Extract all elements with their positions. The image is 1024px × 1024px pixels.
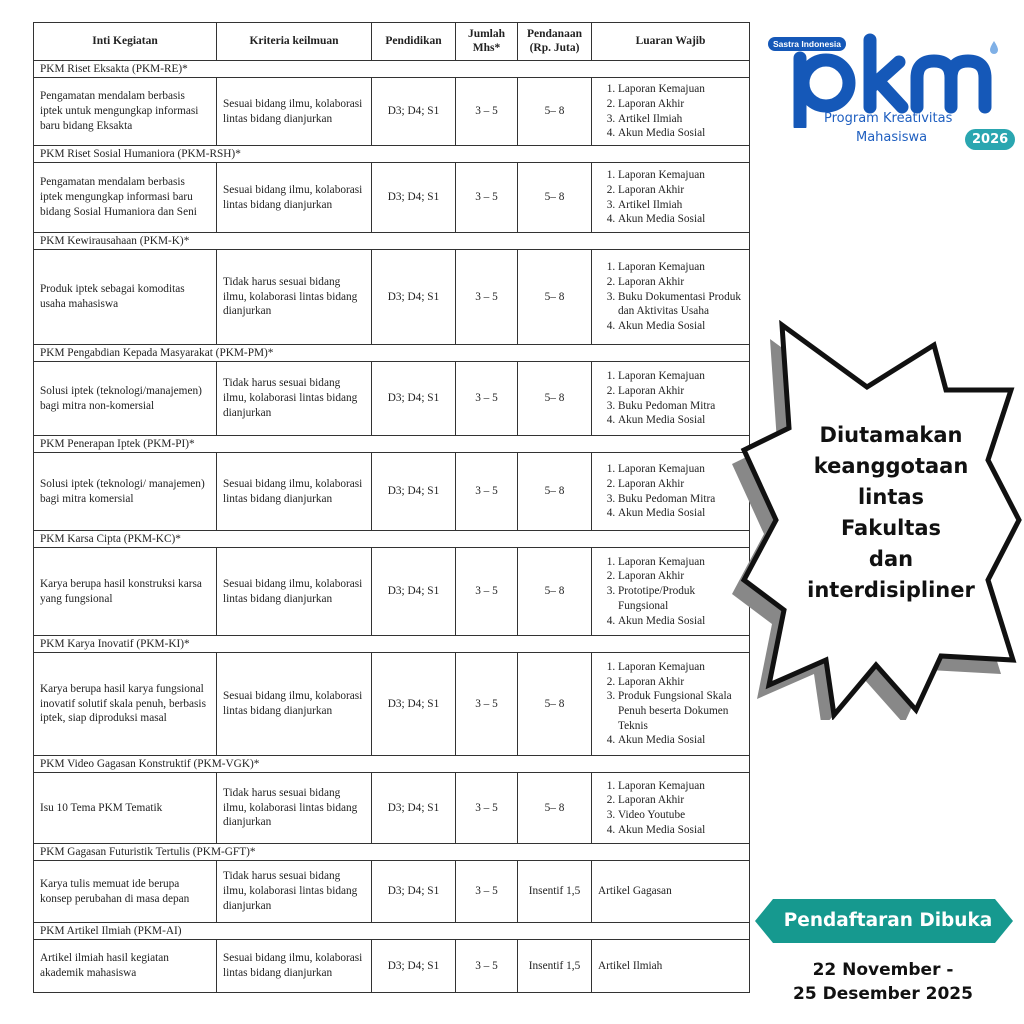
table-row (34, 940, 750, 993)
burst-line: Fakultas (840, 516, 942, 540)
luaran-item: 1. Laporan Kemajuan (618, 462, 743, 477)
luaran-item: 4. Akun Media Sosial (618, 733, 743, 748)
section-title: PKM Riset Eksakta (PKM-RE)* (34, 61, 750, 78)
luaran-item: 3. Buku Dokumentasi Produk dan Aktivitas Usaha (618, 290, 743, 319)
table-row (34, 773, 750, 844)
luaran-list (598, 462, 743, 521)
luaran-item: 4. Akun Media Sosial (618, 126, 743, 141)
cell-kriteria-keilmuan: Sesuai bidang ilmu, kolaborasi lintas bidang dianjurkan (217, 940, 372, 993)
cell-jumlah-mhs: 3 – 5 (456, 548, 518, 636)
pkm-logo (768, 28, 1018, 158)
table-row (34, 362, 750, 436)
luaran-list (598, 369, 743, 428)
section-header-row (34, 345, 750, 362)
section-header-row (34, 233, 750, 250)
cell-pendanaan: 5– 8 (518, 653, 592, 756)
table-row (34, 78, 750, 146)
cell-pendidikan: D3; D4; S1 (372, 453, 456, 531)
cell-pendanaan: 5– 8 (518, 548, 592, 636)
luaran-item: 4. Akun Media Sosial (618, 413, 743, 428)
table-row (34, 163, 750, 233)
header-luaran-wajib: Luaran Wajib (592, 23, 750, 61)
wordmark-letter-m (917, 61, 985, 107)
luaran-item: 2. Laporan Akhir (618, 569, 743, 584)
cell-jumlah-mhs: 3 – 5 (456, 773, 518, 844)
starburst-text (785, 420, 997, 606)
cell-inti-kegiatan: Artikel ilmiah hasil kegiatan akademik mahasiswa (34, 940, 217, 993)
burst-line: lintas (857, 485, 925, 509)
cell-jumlah-mhs: 3 – 5 (456, 250, 518, 345)
header-jumlah-line2: Mhs* (472, 41, 501, 54)
cell-inti-kegiatan: Solusi iptek (teknologi/ manajemen) bagi mitra komersial (34, 453, 217, 531)
cell-pendidikan: D3; D4; S1 (372, 940, 456, 993)
cell-inti-kegiatan: Pengamatan mendalam berbasis iptek mengungkap informasi baru bidang Sosial Humaniora dan Seni (34, 163, 217, 233)
luaran-item: 4. Akun Media Sosial (618, 823, 743, 838)
luaran-item: 4. Akun Media Sosial (618, 319, 743, 334)
luaran-item: 2. Laporan Akhir (618, 275, 743, 290)
luaran-item: 2. Laporan Akhir (618, 97, 743, 112)
cell-pendidikan: D3; D4; S1 (372, 548, 456, 636)
section-title: PKM Video Gagasan Konstruktif (PKM-VGK)* (34, 756, 750, 773)
cell-inti-kegiatan: Pengamatan mendalam berbasis iptek untuk mengungkap informasi baru bidang Eksakta (34, 78, 217, 146)
section-header-row (34, 756, 750, 773)
registration-dates (770, 958, 996, 1006)
luaran-list (598, 82, 743, 141)
cell-kriteria-keilmuan: Tidak harus sesuai bidang ilmu, kolaborasi lintas bidang dianjurkan (217, 773, 372, 844)
section-title: PKM Kewirausahaan (PKM-K)* (34, 233, 750, 250)
cell-kriteria-keilmuan: Sesuai bidang ilmu, kolaborasi lintas bidang dianjurkan (217, 548, 372, 636)
section-title: PKM Karsa Cipta (PKM-KC)* (34, 531, 750, 548)
burst-line: dan (868, 547, 914, 571)
cell-pendanaan: 5– 8 (518, 163, 592, 233)
cell-kriteria-keilmuan: Sesuai bidang ilmu, kolaborasi lintas bidang dianjurkan (217, 163, 372, 233)
logo-subtitle-line2: Mahasiswa (856, 130, 928, 145)
table-row (34, 653, 750, 756)
table-row (34, 861, 750, 923)
cell-inti-kegiatan: Karya tulis memuat ide berupa konsep perubahan di masa depan (34, 861, 217, 923)
luaran-list (598, 555, 743, 628)
luaran-item: 3. Artikel Ilmiah (618, 198, 743, 213)
cell-pendidikan: D3; D4; S1 (372, 250, 456, 345)
logo-year-badge: 2026 (965, 129, 1015, 150)
cell-inti-kegiatan: Produk iptek sebagai komoditas usaha mahasiswa (34, 250, 217, 345)
cell-pendidikan: D3; D4; S1 (372, 773, 456, 844)
section-title: PKM Gagasan Futuristik Tertulis (PKM-GFT)* (34, 844, 750, 861)
cell-inti-kegiatan: Karya berupa hasil konstruksi karsa yang fungsional (34, 548, 217, 636)
section-title: PKM Penerapan Iptek (PKM-PI)* (34, 436, 750, 453)
cell-luaran-wajib (592, 78, 750, 146)
header-jumlah-line1: Jumlah (467, 28, 506, 41)
cell-pendidikan: D3; D4; S1 (372, 163, 456, 233)
droplet-icon (990, 41, 998, 54)
luaran-item: 1. Laporan Kemajuan (618, 168, 743, 183)
luaran-item: 4. Akun Media Sosial (618, 614, 743, 629)
luaran-item: 3. Prototipe/Produk Fungsional (618, 584, 743, 613)
cell-pendanaan: 5– 8 (518, 773, 592, 844)
luaran-item: 1. Laporan Kemajuan (618, 369, 743, 384)
cell-kriteria-keilmuan: Tidak harus sesuai bidang ilmu, kolaborasi lintas bidang dianjurkan (217, 250, 372, 345)
section-title: PKM Karya Inovatif (PKM-KI)* (34, 636, 750, 653)
luaran-item: 3. Produk Fungsional Skala Penuh beserta Dokumen Teknis (618, 689, 743, 733)
cell-kriteria-keilmuan: Sesuai bidang ilmu, kolaborasi lintas bidang dianjurkan (217, 78, 372, 146)
luaran-item: 4. Akun Media Sosial (618, 212, 743, 227)
luaran-list (598, 168, 743, 227)
section-title: PKM Artikel Ilmiah (PKM-AI) (34, 923, 750, 940)
pkm-scheme-table (33, 22, 750, 993)
cell-inti-kegiatan: Karya berupa hasil karya fungsional inovatif solutif skala penuh, berbasis iptek, siap diproduksi masal (34, 653, 217, 756)
header-pendanaan (518, 23, 592, 61)
section-header-row (34, 146, 750, 163)
registration-date-line2: 25 Desember 2025 (793, 984, 973, 1004)
section-title: PKM Riset Sosial Humaniora (PKM-RSH)* (34, 146, 750, 163)
cell-luaran-wajib (592, 163, 750, 233)
cell-luaran-wajib: Artikel Gagasan (592, 861, 750, 923)
table-row (34, 250, 750, 345)
luaran-item: 1. Laporan Kemajuan (618, 260, 743, 275)
section-header-row (34, 844, 750, 861)
burst-line: keanggotaan (813, 454, 969, 478)
wordmark-letter-k (870, 40, 902, 107)
cell-jumlah-mhs: 3 – 5 (456, 861, 518, 923)
section-header-row (34, 61, 750, 78)
cell-luaran-wajib (592, 773, 750, 844)
cell-jumlah-mhs: 3 – 5 (456, 163, 518, 233)
cell-kriteria-keilmuan: Sesuai bidang ilmu, kolaborasi lintas bidang dianjurkan (217, 453, 372, 531)
cell-kriteria-keilmuan: Tidak harus sesuai bidang ilmu, kolaborasi lintas bidang dianjurkan (217, 861, 372, 923)
luaran-item: 1. Laporan Kemajuan (618, 779, 743, 794)
cell-inti-kegiatan: Isu 10 Tema PKM Tematik (34, 773, 217, 844)
burst-line: Diutamakan (819, 423, 963, 447)
logo-badge: Sastra Indonesia (768, 37, 846, 51)
cell-inti-kegiatan: Solusi iptek (teknologi/manajemen) bagi mitra non-komersial (34, 362, 217, 436)
table-header-row (34, 23, 750, 61)
table-row (34, 453, 750, 531)
logo-subtitle-line1: Program Kreativitas (824, 111, 953, 126)
luaran-item: 1. Laporan Kemajuan (618, 555, 743, 570)
section-header-row (34, 636, 750, 653)
luaran-item: 2. Laporan Akhir (618, 793, 743, 808)
cell-pendanaan: Insentif 1,5 (518, 861, 592, 923)
cell-pendidikan: D3; D4; S1 (372, 653, 456, 756)
header-pendidikan: Pendidikan (372, 23, 456, 61)
luaran-list (598, 260, 743, 333)
luaran-item: 2. Laporan Akhir (618, 384, 743, 399)
table-body (34, 61, 750, 993)
section-title: PKM Pengabdian Kepada Masyarakat (PKM-PM)* (34, 345, 750, 362)
cell-jumlah-mhs: 3 – 5 (456, 362, 518, 436)
wordmark-letter-p-bowl (803, 60, 849, 106)
burst-line: interdisipliner (807, 578, 975, 602)
luaran-item: 3. Video Youtube (618, 808, 743, 823)
section-header-row (34, 436, 750, 453)
luaran-item: 1. Laporan Kemajuan (618, 660, 743, 675)
header-kriteria-keilmuan: Kriteria keilmuan (217, 23, 372, 61)
luaran-item: 4. Akun Media Sosial (618, 506, 743, 521)
cell-jumlah-mhs: 3 – 5 (456, 940, 518, 993)
section-header-row (34, 531, 750, 548)
cell-pendidikan: D3; D4; S1 (372, 861, 456, 923)
cell-kriteria-keilmuan: Tidak harus sesuai bidang ilmu, kolaborasi lintas bidang dianjurkan (217, 362, 372, 436)
luaran-list (598, 779, 743, 838)
section-header-row (34, 923, 750, 940)
luaran-list (598, 660, 743, 748)
cell-pendanaan: 5– 8 (518, 362, 592, 436)
luaran-item: 2. Laporan Akhir (618, 477, 743, 492)
cell-jumlah-mhs: 3 – 5 (456, 78, 518, 146)
registration-date-line1: 22 November - (812, 960, 954, 980)
header-pendanaan-line2: (Rp. Juta) (529, 41, 580, 54)
cell-pendanaan: Insentif 1,5 (518, 940, 592, 993)
header-inti-kegiatan: Inti Kegiatan (34, 23, 217, 61)
luaran-item: 3. Artikel Ilmiah (618, 112, 743, 127)
cell-kriteria-keilmuan: Sesuai bidang ilmu, kolaborasi lintas bidang dianjurkan (217, 653, 372, 756)
cell-jumlah-mhs: 3 – 5 (456, 453, 518, 531)
luaran-item: 1. Laporan Kemajuan (618, 82, 743, 97)
cell-pendanaan: 5– 8 (518, 453, 592, 531)
table-row (34, 548, 750, 636)
registration-label: Pendaftaran Dibuka (783, 910, 993, 931)
cell-pendidikan: D3; D4; S1 (372, 78, 456, 146)
luaran-item: 3. Buku Pedoman Mitra (618, 399, 743, 414)
luaran-item: 3. Buku Pedoman Mitra (618, 492, 743, 507)
luaran-item: 2. Laporan Akhir (618, 675, 743, 690)
header-jumlah-mhs (456, 23, 518, 61)
cell-jumlah-mhs: 3 – 5 (456, 653, 518, 756)
cell-pendanaan: 5– 8 (518, 250, 592, 345)
header-pendanaan-line1: Pendanaan (527, 28, 582, 41)
cell-pendidikan: D3; D4; S1 (372, 362, 456, 436)
cell-pendanaan: 5– 8 (518, 78, 592, 146)
luaran-item: 2. Laporan Akhir (618, 183, 743, 198)
cell-luaran-wajib: Artikel Ilmiah (592, 940, 750, 993)
